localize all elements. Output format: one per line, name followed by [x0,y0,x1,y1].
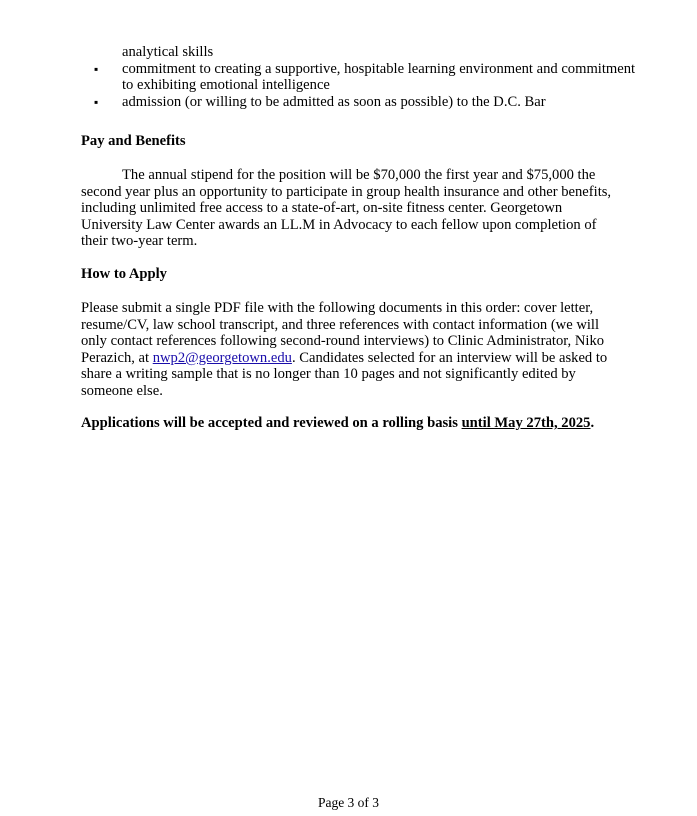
how-to-apply-text-end: . Candidates selected for an interview will be asked to share a writing sample that is no longer than 10 pages and not significantly edited by someone else. [81,349,608,399]
list-item-text: commitment to creating a supportive, hospitable learning environment and commitment to exhibiting emotional intelligence [122,60,636,94]
bullet-icon: ▪ [94,94,99,109]
list-item [81,94,641,111]
deadline-period: . [590,415,595,431]
pay-benefits-text: The annual stipend for the position will be $70,000 the first year and $75,000 the second year plus an opportunity to participate in group health insurance and other benefits, including unlimited free access to a state-of-art, on-site fitness center. Georgetown University Law Center awards an LL.M in Advocacy to each fellow upon completion of their two-year term. [81,167,612,250]
how-to-apply-heading: How to Apply [81,266,167,282]
pay-benefits-heading: Pay and Benefits [81,133,186,149]
pay-benefits-paragraph [81,167,621,250]
list-item-continuation: analytical skills [122,44,214,60]
deadline-text: Applications will be accepted and reviewed on a rolling basis [81,415,462,431]
deadline-date: until May 27th, 2025 [461,415,591,431]
list-item-text: admission (or willing to be admitted as soon as possible) to the D.C. Bar [122,93,546,110]
how-to-apply-text-start: Please submit a single PDF file with the following documents in this order: cover letter, resume/CV, law school transcript, and three references with contact information (we will only contact references following second-round interviews) to Clinic Administrator, Niko Perazich, at [81,300,605,366]
application-deadline-statement [81,415,641,432]
list-item [81,61,641,94]
qualifications-list [81,44,641,110]
bullet-icon: ▪ [94,61,99,76]
email-link[interactable]: nwp2@georgetown.edu [152,349,292,366]
how-to-apply-paragraph [81,300,621,400]
page-number-footer: Page 3 of 3 [317,795,380,810]
